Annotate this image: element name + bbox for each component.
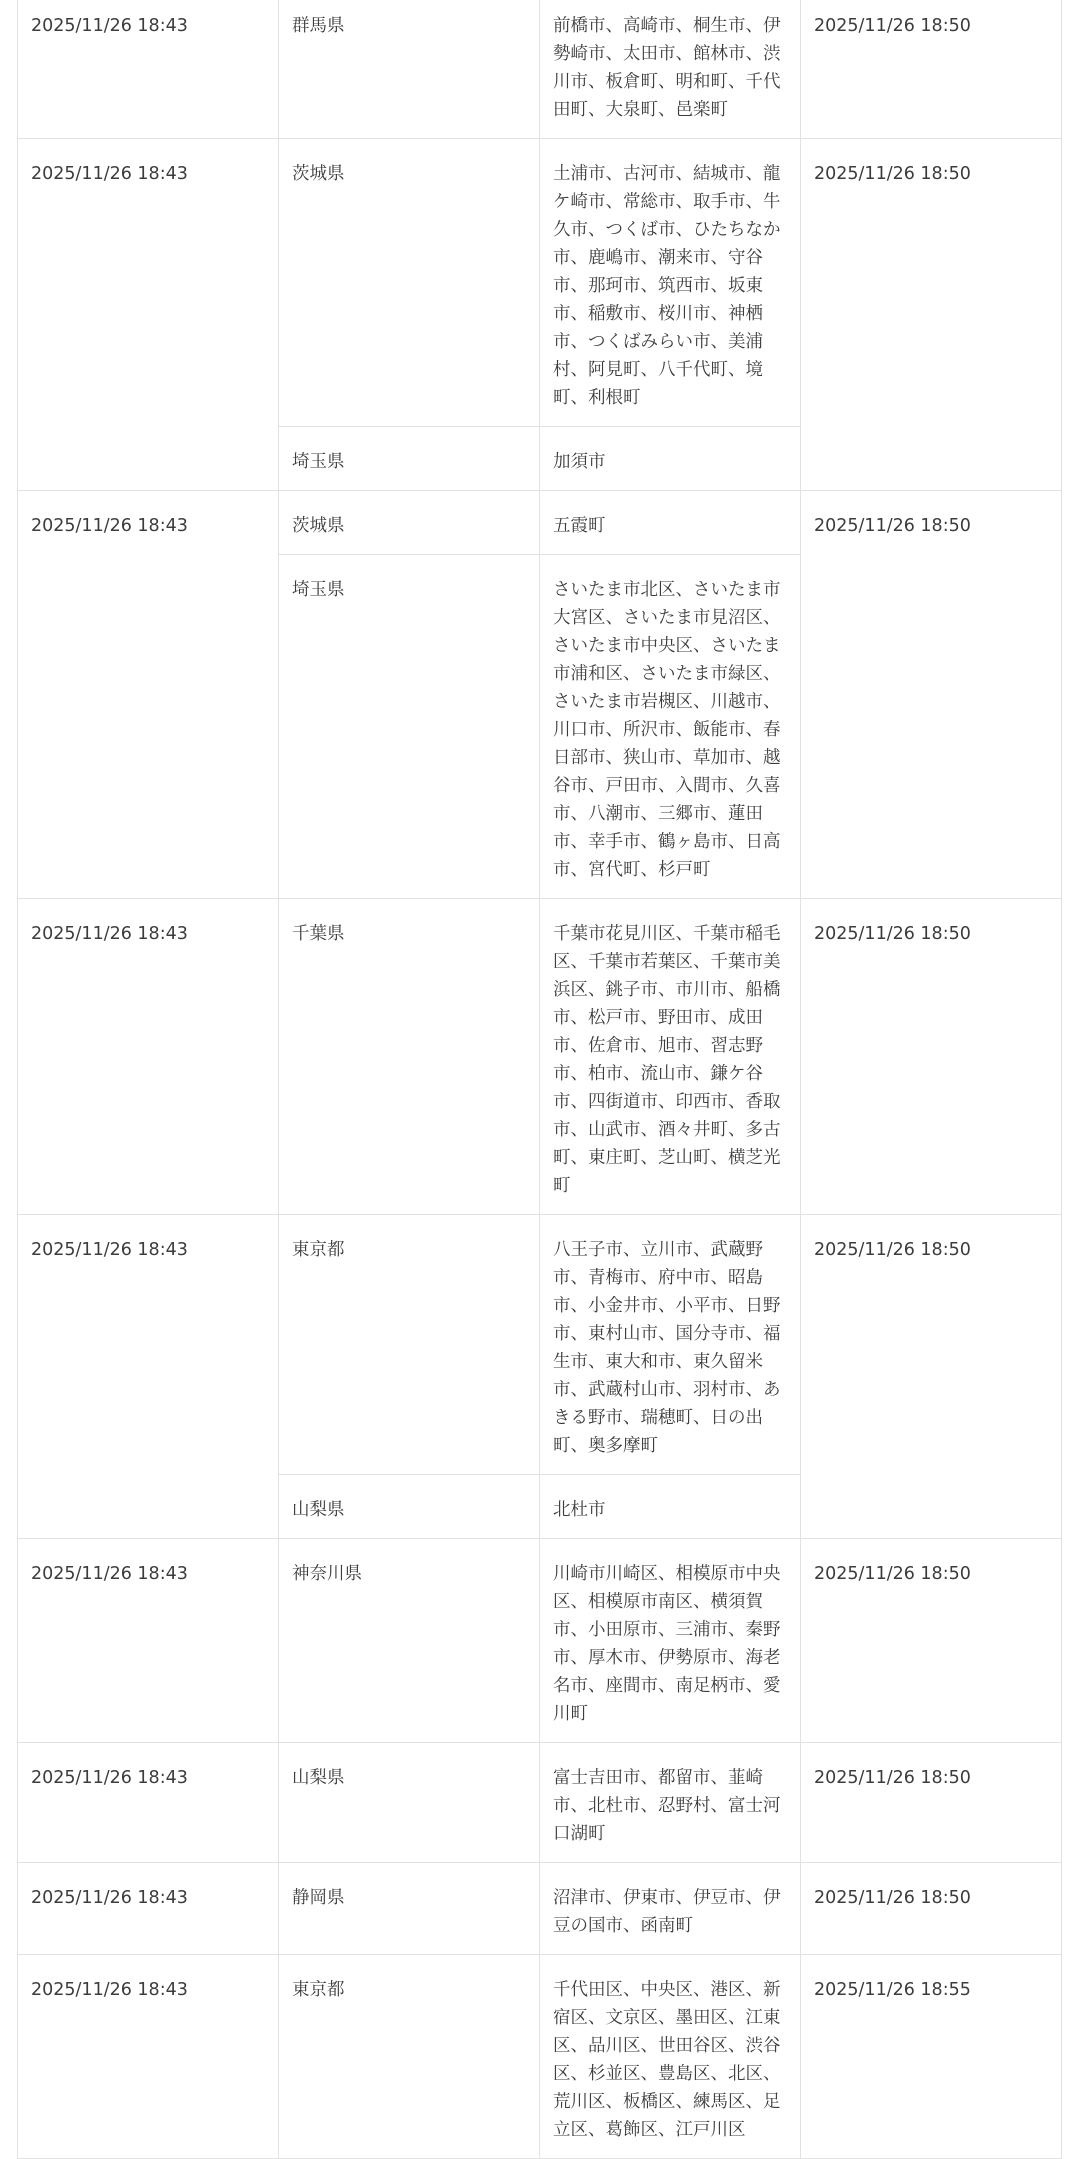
prefecture-cell: 埼玉県 — [279, 427, 540, 491]
prefecture-cell: 埼玉県 — [279, 555, 540, 899]
affected-areas-cell: 加須市 — [540, 427, 801, 491]
table-row — [18, 491, 1062, 555]
start-time-cell: 2025/11/26 18:43 — [18, 1743, 279, 1863]
start-time-cell: 2025/11/26 18:43 — [18, 491, 279, 899]
affected-areas-cell: 土浦市、古河市、結城市、龍ケ崎市、常総市、取手市、牛久市、つくば市、ひたちなか市、鹿嶋市、潮来市、守谷市、那珂市、筑西市、坂東市、稲敷市、桜川市、神栖市、つくばみらい市、美浦村、阿見町、八千代町、境町、利根町 — [540, 139, 801, 427]
start-time-cell: 2025/11/26 18:43 — [18, 1215, 279, 1539]
prefecture-cell: 千葉県 — [279, 899, 540, 1215]
affected-areas-cell: 千代田区、中央区、港区、新宿区、文京区、墨田区、江東区、品川区、世田谷区、渋谷区、杉並区、豊島区、北区、荒川区、板橋区、練馬区、足立区、葛飾区、江戸川区 — [540, 1955, 801, 2159]
start-time-cell: 2025/11/26 18:43 — [18, 1863, 279, 1955]
affected-areas-cell: 五霞町 — [540, 491, 801, 555]
affected-areas-cell: 八王子市、立川市、武蔵野市、青梅市、府中市、昭島市、小金井市、小平市、日野市、東村山市、国分寺市、福生市、東大和市、東久留米市、武蔵村山市、羽村市、あきる野市、瑞穂町、日の出町、奥多摩町 — [540, 1215, 801, 1475]
end-time-cell: 2025/11/26 18:50 — [801, 491, 1062, 899]
end-time-cell: 2025/11/26 18:50 — [801, 139, 1062, 491]
table-row — [18, 1539, 1062, 1743]
prefecture-cell: 茨城県 — [279, 491, 540, 555]
end-time-cell: 2025/11/26 18:50 — [801, 1215, 1062, 1539]
end-time-cell: 2025/11/26 18:55 — [801, 1955, 1062, 2159]
affected-areas-cell: 川崎市川崎区、相模原市中央区、相模原市南区、横須賀市、小田原市、三浦市、秦野市、厚木市、伊勢原市、海老名市、座間市、南足柄市、愛川町 — [540, 1539, 801, 1743]
table-row — [18, 139, 1062, 427]
affected-areas-cell: さいたま市北区、さいたま市大宮区、さいたま市見沼区、さいたま市中央区、さいたま市浦和区、さいたま市緑区、さいたま市岩槻区、川越市、川口市、所沢市、飯能市、春日部市、狭山市、草加市、越谷市、戸田市、入間市、久喜市、八潮市、三郷市、蓮田市、幸手市、鶴ヶ島市、日高市、宮代町、杉戸町 — [540, 555, 801, 899]
outage-table — [17, 0, 1062, 2159]
start-time-cell: 2025/11/26 18:43 — [18, 1955, 279, 2159]
outage-table-body — [18, 0, 1062, 2159]
end-time-cell: 2025/11/26 18:50 — [801, 1743, 1062, 1863]
table-row — [18, 1743, 1062, 1863]
prefecture-cell: 東京都 — [279, 1955, 540, 2159]
table-row — [18, 899, 1062, 1215]
start-time-cell: 2025/11/26 18:43 — [18, 899, 279, 1215]
end-time-cell: 2025/11/26 18:50 — [801, 0, 1062, 139]
prefecture-cell: 静岡県 — [279, 1863, 540, 1955]
table-row — [18, 1863, 1062, 1955]
prefecture-cell: 茨城県 — [279, 139, 540, 427]
table-row — [18, 0, 1062, 139]
prefecture-cell: 東京都 — [279, 1215, 540, 1475]
prefecture-cell: 山梨県 — [279, 1743, 540, 1863]
affected-areas-cell: 前橋市、高崎市、桐生市、伊勢崎市、太田市、館林市、渋川市、板倉町、明和町、千代田町、大泉町、邑楽町 — [540, 0, 801, 139]
end-time-cell: 2025/11/26 18:50 — [801, 1863, 1062, 1955]
start-time-cell: 2025/11/26 18:43 — [18, 0, 279, 139]
affected-areas-cell: 北杜市 — [540, 1475, 801, 1539]
affected-areas-cell: 富士吉田市、都留市、韮崎市、北杜市、忍野村、富士河口湖町 — [540, 1743, 801, 1863]
start-time-cell: 2025/11/26 18:43 — [18, 1539, 279, 1743]
prefecture-cell: 神奈川県 — [279, 1539, 540, 1743]
end-time-cell: 2025/11/26 18:50 — [801, 1539, 1062, 1743]
prefecture-cell: 山梨県 — [279, 1475, 540, 1539]
end-time-cell: 2025/11/26 18:50 — [801, 899, 1062, 1215]
table-row — [18, 1215, 1062, 1475]
prefecture-cell: 群馬県 — [279, 0, 540, 139]
affected-areas-cell: 沼津市、伊東市、伊豆市、伊豆の国市、函南町 — [540, 1863, 801, 1955]
table-row — [18, 1955, 1062, 2159]
affected-areas-cell: 千葉市花見川区、千葉市稲毛区、千葉市若葉区、千葉市美浜区、銚子市、市川市、船橋市、松戸市、野田市、成田市、佐倉市、旭市、習志野市、柏市、流山市、鎌ケ谷市、四街道市、印西市、香取市、山武市、酒々井町、多古町、東庄町、芝山町、横芝光町 — [540, 899, 801, 1215]
start-time-cell: 2025/11/26 18:43 — [18, 139, 279, 491]
